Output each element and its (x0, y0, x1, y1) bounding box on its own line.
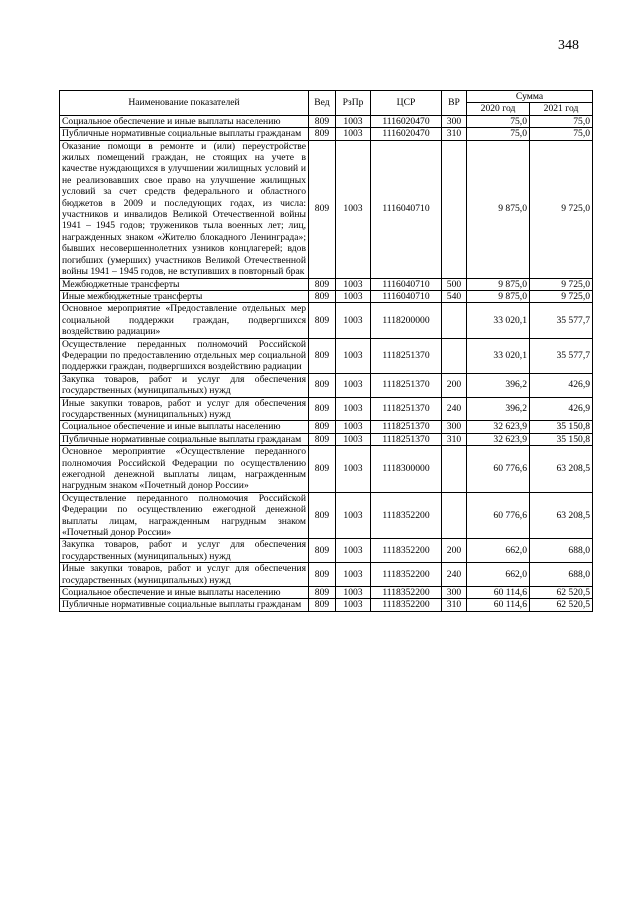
cell-v1: 33 020,1 (467, 338, 530, 373)
cell-v1: 396,2 (467, 373, 530, 397)
cell-rzpr: 1003 (336, 433, 371, 445)
cell-ved: 809 (309, 539, 336, 563)
cell-v1: 60 114,6 (467, 587, 530, 599)
cell-v2: 688,0 (530, 539, 593, 563)
cell-name: Социальное обеспечение и иные выплаты населению (60, 587, 309, 599)
header-sum: Сумма (467, 91, 593, 103)
cell-vr: 240 (442, 397, 467, 421)
cell-v1: 662,0 (467, 539, 530, 563)
cell-name: Иные закупки товаров, работ и услуг для обеспечения государственных (муниципальных) нужд (60, 563, 309, 587)
table-row (60, 115, 593, 127)
cell-vr: 300 (442, 421, 467, 433)
table-row (60, 373, 593, 397)
cell-vr: 200 (442, 373, 467, 397)
cell-vr: 300 (442, 115, 467, 127)
cell-rzpr: 1003 (336, 492, 371, 539)
cell-name: Закупка товаров, работ и услуг для обеспечения государственных (муниципальных) нужд (60, 539, 309, 563)
cell-ved: 809 (309, 278, 336, 290)
cell-csr: 1116040710 (371, 278, 442, 290)
cell-v1: 60 114,6 (467, 599, 530, 611)
cell-ved: 809 (309, 599, 336, 611)
header-ved: Вед (309, 91, 336, 116)
cell-vr: 310 (442, 599, 467, 611)
cell-name: Основное мероприятие «Предоставление отдельных мер социальной поддержки граждан, подвергшихся воздействию радиации» (60, 303, 309, 338)
cell-ved: 809 (309, 338, 336, 373)
cell-name: Социальное обеспечение и иные выплаты населению (60, 115, 309, 127)
cell-v1: 75,0 (467, 115, 530, 127)
cell-rzpr: 1003 (336, 128, 371, 140)
table-row (60, 338, 593, 373)
cell-ved: 809 (309, 303, 336, 338)
cell-ved: 809 (309, 140, 336, 278)
cell-v2: 35 577,7 (530, 338, 593, 373)
cell-ved: 809 (309, 433, 336, 445)
cell-csr: 1118352200 (371, 587, 442, 599)
table-row (60, 446, 593, 493)
cell-name: Закупка товаров, работ и услуг для обеспечения государственных (муниципальных) нужд (60, 373, 309, 397)
cell-rzpr: 1003 (336, 421, 371, 433)
cell-name: Межбюджетные трансферты (60, 278, 309, 290)
cell-v1: 75,0 (467, 128, 530, 140)
table-row (60, 563, 593, 587)
cell-vr: 540 (442, 290, 467, 302)
cell-v2: 9 725,0 (530, 278, 593, 290)
cell-v2: 63 208,5 (530, 492, 593, 539)
cell-ved: 809 (309, 446, 336, 493)
cell-name: Иные закупки товаров, работ и услуг для обеспечения государственных (муниципальных) нужд (60, 397, 309, 421)
table-row (60, 421, 593, 433)
cell-name: Осуществление переданных полномочий Российской Федерации по предоставлению отдельных мер социальной поддержки граждан, подвергшихся воздействию радиации (60, 338, 309, 373)
table-row (60, 303, 593, 338)
cell-rzpr: 1003 (336, 303, 371, 338)
cell-csr: 1116020470 (371, 128, 442, 140)
cell-vr (442, 446, 467, 493)
cell-csr: 1118200000 (371, 303, 442, 338)
cell-ved: 809 (309, 397, 336, 421)
cell-rzpr: 1003 (336, 115, 371, 127)
cell-v1: 396,2 (467, 397, 530, 421)
header-year-2021: 2021 год (530, 103, 593, 115)
cell-vr: 200 (442, 539, 467, 563)
cell-v2: 35 577,7 (530, 303, 593, 338)
header-csr: ЦСР (371, 91, 442, 116)
cell-ved: 809 (309, 373, 336, 397)
cell-ved: 809 (309, 290, 336, 302)
cell-csr: 1116040710 (371, 290, 442, 302)
cell-vr (442, 492, 467, 539)
cell-rzpr: 1003 (336, 446, 371, 493)
cell-v1: 60 776,6 (467, 492, 530, 539)
cell-csr: 1116040710 (371, 140, 442, 278)
cell-rzpr: 1003 (336, 563, 371, 587)
cell-v2: 62 520,5 (530, 599, 593, 611)
cell-ved: 809 (309, 492, 336, 539)
cell-v1: 662,0 (467, 563, 530, 587)
table-row (60, 587, 593, 599)
cell-name: Социальное обеспечение и иные выплаты населению (60, 421, 309, 433)
page-number: 348 (558, 38, 579, 53)
cell-ved: 809 (309, 115, 336, 127)
cell-v2: 9 725,0 (530, 140, 593, 278)
cell-name: Публичные нормативные социальные выплаты гражданам (60, 128, 309, 140)
cell-v2: 426,9 (530, 373, 593, 397)
cell-rzpr: 1003 (336, 587, 371, 599)
cell-csr: 1118352200 (371, 492, 442, 539)
cell-rzpr: 1003 (336, 338, 371, 373)
cell-csr: 1116020470 (371, 115, 442, 127)
table-row (60, 433, 593, 445)
cell-csr: 1118251370 (371, 433, 442, 445)
cell-csr: 1118300000 (371, 446, 442, 493)
cell-name: Иные межбюджетные трансферты (60, 290, 309, 302)
cell-v2: 35 150,8 (530, 421, 593, 433)
table-row (60, 492, 593, 539)
table-row (60, 128, 593, 140)
cell-v2: 75,0 (530, 128, 593, 140)
cell-v2: 63 208,5 (530, 446, 593, 493)
cell-v2: 688,0 (530, 563, 593, 587)
header-rzpr: РзПр (336, 91, 371, 116)
header-year-2020: 2020 год (467, 103, 530, 115)
cell-v1: 32 623,9 (467, 421, 530, 433)
cell-v1: 60 776,6 (467, 446, 530, 493)
cell-rzpr: 1003 (336, 373, 371, 397)
cell-vr: 310 (442, 433, 467, 445)
cell-rzpr: 1003 (336, 140, 371, 278)
cell-v1: 9 875,0 (467, 140, 530, 278)
cell-csr: 1118251370 (371, 397, 442, 421)
cell-ved: 809 (309, 421, 336, 433)
cell-rzpr: 1003 (336, 397, 371, 421)
table-row (60, 539, 593, 563)
cell-vr: 500 (442, 278, 467, 290)
cell-csr: 1118251370 (371, 373, 442, 397)
cell-csr: 1118251370 (371, 338, 442, 373)
header-name: Наименование показателей (60, 91, 309, 116)
cell-rzpr: 1003 (336, 599, 371, 611)
cell-v1: 32 623,9 (467, 433, 530, 445)
cell-vr (442, 303, 467, 338)
cell-v2: 35 150,8 (530, 433, 593, 445)
budget-table (59, 90, 593, 612)
table-body (60, 115, 593, 611)
cell-name: Публичные нормативные социальные выплаты гражданам (60, 433, 309, 445)
cell-rzpr: 1003 (336, 278, 371, 290)
cell-v2: 62 520,5 (530, 587, 593, 599)
table-row (60, 397, 593, 421)
cell-name: Публичные нормативные социальные выплаты гражданам (60, 599, 309, 611)
cell-name: Основное мероприятие «Осуществление переданного полномочия Российской Федерации по осуществлению ежегодной денежной выплаты лицам, награжденным нагрудным знаком «Почетный донор России» (60, 446, 309, 493)
cell-v1: 33 020,1 (467, 303, 530, 338)
cell-vr (442, 140, 467, 278)
cell-rzpr: 1003 (336, 539, 371, 563)
cell-csr: 1118251370 (371, 421, 442, 433)
cell-vr: 310 (442, 128, 467, 140)
table-row (60, 278, 593, 290)
cell-vr: 300 (442, 587, 467, 599)
cell-ved: 809 (309, 587, 336, 599)
cell-v2: 9 725,0 (530, 290, 593, 302)
cell-name: Осуществление переданного полномочия Российской Федерации по осуществлению ежегодной денежной выплаты лицам, награжденным нагрудным знаком «Почетный донор России» (60, 492, 309, 539)
cell-ved: 809 (309, 128, 336, 140)
cell-csr: 1118352200 (371, 539, 442, 563)
header-vr: ВР (442, 91, 467, 116)
cell-rzpr: 1003 (336, 290, 371, 302)
table-row (60, 140, 593, 278)
cell-v2: 426,9 (530, 397, 593, 421)
cell-v1: 9 875,0 (467, 290, 530, 302)
table-row (60, 599, 593, 611)
cell-csr: 1118352200 (371, 599, 442, 611)
cell-ved: 809 (309, 563, 336, 587)
cell-csr: 1118352200 (371, 563, 442, 587)
cell-vr: 240 (442, 563, 467, 587)
cell-name: Оказание помощи в ремонте и (или) переустройстве жилых помещений граждан, не стоящих на учете в качестве нуждающихся в улучшении жилищных условий и не реализовавших свое право на улучшение жилищных условий за счет средств федерального и областного бюджетов в 2009 и последующих годах, из числа: участников и инвалидов Великой Отечественной войны 1941 – 1945 годов; тружеников тыла военных лет; лиц, награжденных знаком «Жителю блокадного Ленинграда»; бывших несовершеннолетних узников концлагерей; вдов погибших (умерших) участников Великой Отечественной войны 1941 – 1945 годов, не вступивших в повторный брак (60, 140, 309, 278)
table-row (60, 290, 593, 302)
cell-v1: 9 875,0 (467, 278, 530, 290)
cell-v2: 75,0 (530, 115, 593, 127)
cell-vr (442, 338, 467, 373)
